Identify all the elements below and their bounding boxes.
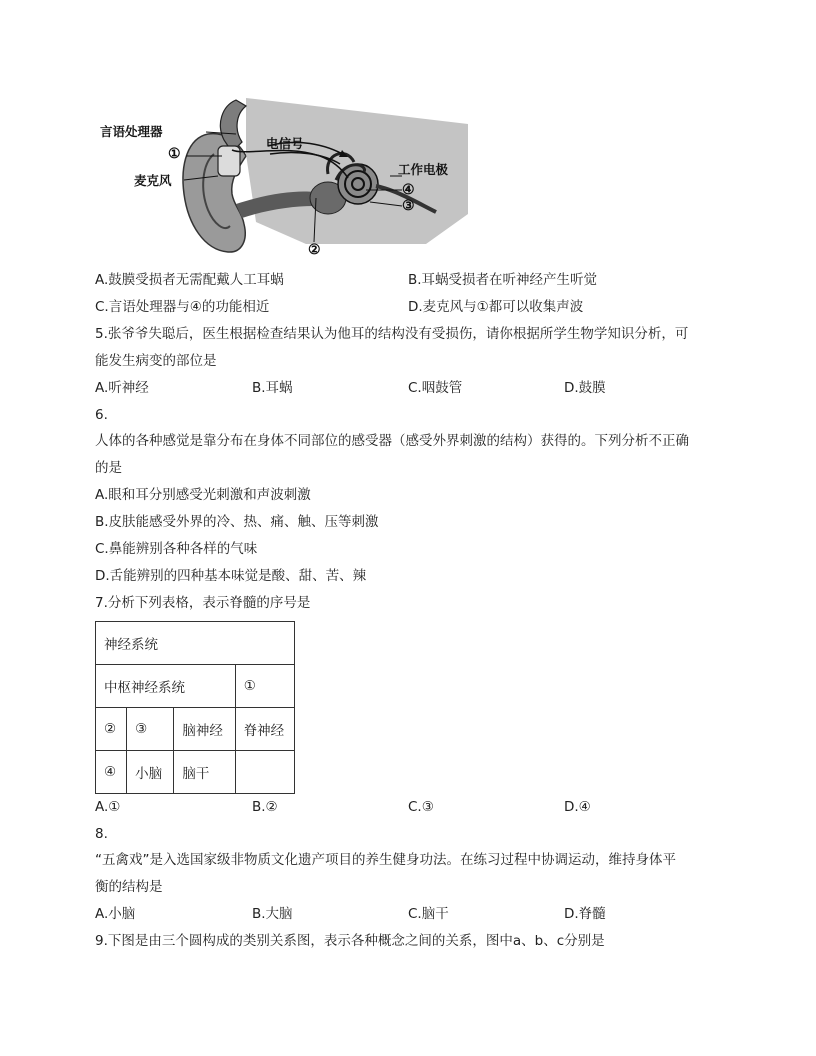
q6-option-d: D.舌能辨别的四种基本味觉是酸、甜、苦、辣 bbox=[95, 568, 367, 584]
q5-option-c: C.咽鼓管 bbox=[408, 380, 463, 396]
q7-option-d: D.④ bbox=[564, 799, 591, 815]
table-cell-spinal-nerves: 脊神经 bbox=[235, 708, 294, 751]
table-cell-3: ③ bbox=[127, 708, 174, 751]
cochlear-implant-figure bbox=[96, 94, 468, 260]
table-cell-empty bbox=[235, 751, 294, 794]
q6-stem-line-1: 人体的各种感觉是靠分布在身体不同部位的感受器（感受外界刺激的结构）获得的。下列分析不正确 bbox=[95, 433, 689, 449]
label-num-3: ③ bbox=[402, 198, 415, 214]
label-num-4: ④ bbox=[402, 182, 415, 198]
q8-stem-line-1: “五禽戏”是入选国家级非物质文化遗产项目的养生健身功法。在练习过程中协调运动，维持身体平 bbox=[95, 852, 676, 868]
q8-option-b: B.大脑 bbox=[252, 906, 293, 922]
table-cell-nervous-system: 神经系统 bbox=[96, 622, 295, 665]
label-electric-signal: 电信号 bbox=[266, 136, 304, 151]
q4-option-b: B.耳蜗受损者在听神经产生听觉 bbox=[408, 272, 598, 288]
label-num-2: ② bbox=[308, 242, 321, 258]
table-cell-1: ① bbox=[235, 665, 294, 708]
q6-option-a: A.眼和耳分别感受光刺激和声波刺激 bbox=[95, 487, 311, 503]
q9-stem: 9.下图是由三个圆构成的类别关系图，表示各种概念之间的关系，图中a、b、c分别是 bbox=[95, 933, 605, 949]
q7-option-c: C.③ bbox=[408, 799, 434, 815]
q8-option-a: A.小脑 bbox=[95, 906, 136, 922]
q6-option-b: B.皮肤能感受外界的冷、热、痛、触、压等刺激 bbox=[95, 514, 379, 530]
label-working-electrode: 工作电极 bbox=[398, 162, 449, 177]
q5-stem-line-2: 能发生病变的部位是 bbox=[95, 353, 217, 369]
q8-option-d: D.脊髓 bbox=[564, 906, 606, 922]
q5-option-b: B.耳蜗 bbox=[252, 380, 293, 396]
q5-option-d: D.鼓膜 bbox=[564, 380, 606, 396]
q5-stem-line-1: 5.张爷爷失聪后，医生根据检查结果认为他耳的结构没有受损伤，请你根据所学生物学知识分析，可 bbox=[95, 326, 689, 342]
q6-option-c: C.鼻能辨别各种各样的气味 bbox=[95, 541, 258, 557]
q7-option-a: A.① bbox=[95, 799, 121, 815]
q6-stem-line-2: 的是 bbox=[95, 460, 122, 476]
label-microphone: 麦克风 bbox=[134, 173, 172, 188]
q6-number: 6. bbox=[95, 407, 108, 423]
table-cell-4: ④ bbox=[96, 751, 127, 794]
table-cell-cerebellum: 小脑 bbox=[127, 751, 174, 794]
q5-option-a: A.听神经 bbox=[95, 380, 149, 396]
table-cell-cranial-nerves: 脑神经 bbox=[174, 708, 235, 751]
q7-stem: 7.分析下列表格，表示脊髓的序号是 bbox=[95, 595, 311, 611]
label-num-1: ① bbox=[168, 146, 181, 162]
table-cell-brainstem: 脑干 bbox=[174, 751, 235, 794]
label-speech-processor: 言语处理器 bbox=[100, 124, 163, 139]
q8-option-c: C.脑干 bbox=[408, 906, 449, 922]
q7-option-b: B.② bbox=[252, 799, 278, 815]
q4-option-d: D.麦克风与①都可以收集声波 bbox=[408, 299, 584, 315]
q8-number: 8. bbox=[95, 826, 108, 842]
q8-stem-line-2: 衡的结构是 bbox=[95, 879, 163, 895]
q4-option-a: A.鼓膜受损者无需配戴人工耳蜗 bbox=[95, 272, 284, 288]
table-cell-2: ② bbox=[96, 708, 127, 751]
q4-option-c: C.言语处理器与④的功能相近 bbox=[95, 299, 270, 315]
table-cell-central-nervous-system: 中枢神经系统 bbox=[96, 665, 236, 708]
nervous-system-table bbox=[95, 621, 295, 794]
